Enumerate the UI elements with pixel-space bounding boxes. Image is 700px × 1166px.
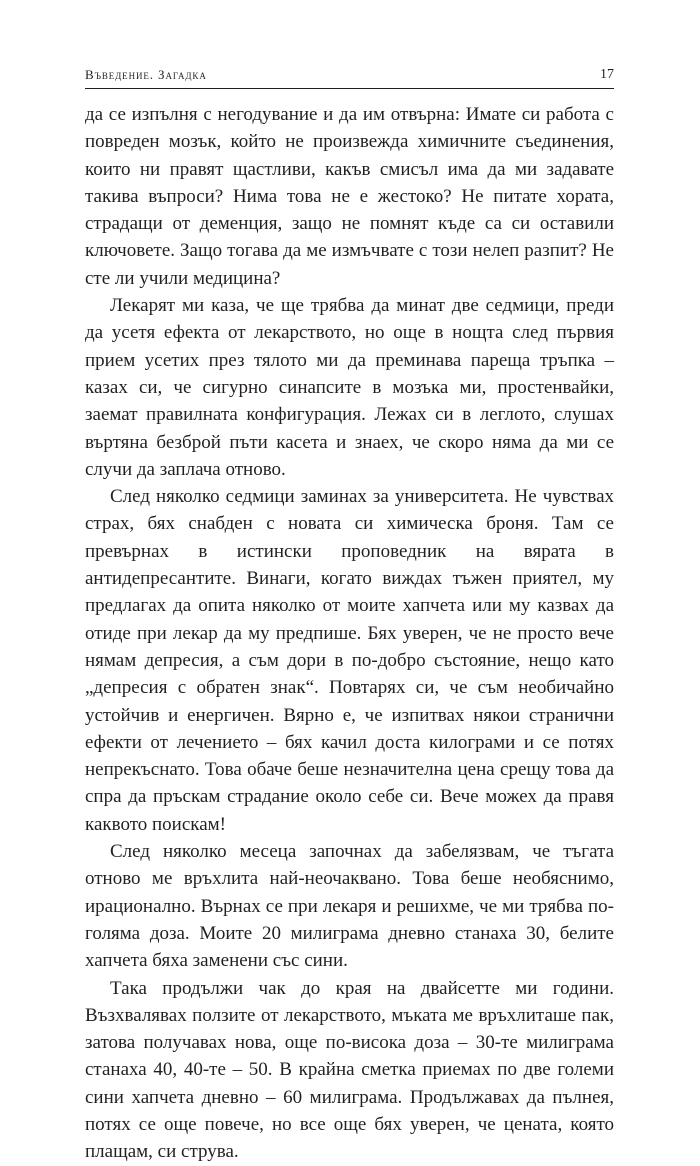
running-header [85, 66, 614, 88]
paragraph-3: След няколко седмици заминах за университета. Не чувствах страх, бях снабден с новата си химическа броня. Там се превърнах в истински проповедник на вярата в антидепресантите. Винаги, когато виждах тъжен приятел, му предлагах да опита няколко от моите хапчета или му казвах да отиде при лекар да му предпише. Бях уверен, че не просто вече нямам депресия, а съм дори в по-добро състояние, нещо като „депресия с обратен знак“. Повтарях си, че съм необичайно устойчив и енергичен. Вярно е, че изпитвах някои странични ефекти от лечението – бях качил доста килограми и се потях непрекъснато. Това обаче беше незначителна цена срещу това да спра да пръскам страдание около себе си. Вече можех да правя каквото поискам! [85, 486, 614, 835]
paragraph-4: След няколко месеца започнах да забелязвам, че тъгата отново ме връхлита най-неочаквано. Това беше необяснимо, ирационално. Върнах се при лекаря и решихме, че ми трябва по-голяма доза. Моите 20 милиграма дневно станаха 30, белите хапчета бяха заменени със сини. [85, 841, 614, 972]
body-text [85, 101, 614, 1166]
header-rule [85, 88, 614, 89]
running-title: Въведение. Загадка [85, 67, 207, 82]
paragraph-5: Така продължи чак до края на двайсетте ми години. Възхвалявах ползите от лекарството, мъката ме връхлиташе пак, затова получавах нова, още по-висока доза – 30-те милиграма станаха 40, 40-те – 50. В крайна сметка приемах по две големи сини хапчета дневно – 60 милиграма. Продължавах да пълнея, потях се още повече, но все още бях уверен, че цената, която плащам, си струва. [85, 977, 614, 1163]
page-number: 17 [600, 67, 614, 82]
paragraph-2: Лекарят ми каза, че ще трябва да минат две седмици, преди да усетя ефекта от лекарството, но още в нощта след първия прием усетих през тялото ми да преминава пареща тръпка – казах си, че сигурно синапсите в мозъка ми, простенвайки, заемат правилната конфигурация. Лежах си в леглото, слушах въртяна безброй пъти касета и знаех, че скоро няма да ми се случи да заплача отново. [85, 295, 614, 480]
paragraph-1: да се изпълня с негодувание и да им отвърна: Имате си работа с повреден мозък, който не произвежда химичните съединения, които ни правят щастливи, какъв смисъл има да ми задавате такива въпроси? Нима това не е жестоко? Не питате хората, страдащи от деменция, защо не помнят къде са си оставили ключовете. Защо тогава да ме измъчвате с този нелеп разпит? Не сте ли учили медицина? [85, 104, 614, 289]
